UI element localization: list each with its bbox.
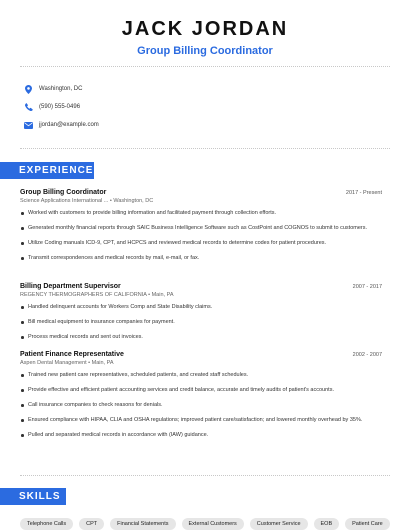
skill-tag: EOB <box>314 518 340 530</box>
email-icon <box>24 121 33 130</box>
skill-tag: Financial Statements <box>110 518 175 530</box>
contact-email <box>24 116 99 134</box>
skills-list <box>20 518 390 530</box>
job-dates: 2002 - 2007 <box>352 352 382 358</box>
list-item: Worked with customers to provide billing information and facilitated payment through collection efforts. <box>20 209 382 217</box>
list-item: Utilize Coding manuals ICD-9, CPT, and HCPCS and reviewed medical records to determine codes for patient procedures. <box>20 239 382 247</box>
candidate-name: JACK JORDAN <box>121 18 289 40</box>
job-company: Science Applications International ... • Washington, DC <box>20 198 154 204</box>
phone-icon <box>24 103 33 112</box>
skill-tag: External Customers <box>182 518 244 530</box>
job-dates: 2007 - 2017 <box>352 284 382 290</box>
skill-tag: CPT <box>79 518 104 530</box>
candidate-title: Group Billing Coordinator <box>137 45 273 57</box>
job-dates: 2017 - Present <box>345 190 382 196</box>
contact-email-text: jjordan@example.com <box>39 122 99 128</box>
list-item: Process medical records and sent out invoices. <box>20 333 382 341</box>
list-item: Ensured compliance with HIPAA, CLIA and OSHA regulations; improved patient care/satisfaction; and lowered monthly overhead by 35%. <box>20 416 382 424</box>
job-entry <box>20 189 382 269</box>
job-title: Group Billing Coordinator <box>20 189 107 196</box>
experience-divider <box>20 475 390 476</box>
job-bullets <box>20 209 382 262</box>
contact-phone-text: (590) 555-0496 <box>39 104 81 110</box>
list-item: Trained new patient care representatives, scheduled patients, and created staff schedules. <box>20 371 382 379</box>
skill-tag: Telephone Calls <box>20 518 73 530</box>
job-company: Aspen Dental Management • Main, PA <box>20 360 114 366</box>
contact-phone <box>24 98 99 116</box>
skills-section-header: SKILLS <box>0 488 66 505</box>
list-item: Call insurance companies to check reasons for denials. <box>20 401 382 409</box>
job-bullets <box>20 371 382 439</box>
job-entry <box>20 351 382 446</box>
location-pin-icon <box>24 85 33 94</box>
skill-tag: Customer Service <box>250 518 308 530</box>
experience-section-header: EXPERIENCE <box>0 162 94 179</box>
job-entry <box>20 283 382 348</box>
job-title: Patient Finance Representative <box>20 351 124 358</box>
job-company: REGENCY THERMOGRAPHERS OF CALIFORNIA • Main, PA <box>20 292 174 298</box>
contact-divider <box>20 148 390 149</box>
resume-header <box>0 0 410 57</box>
list-item: Pulled and separated medical records in accordance with (IAW) guidance. <box>20 431 382 439</box>
list-item: Handled delinquent accounts for Workers Comp and State Disability claims. <box>20 303 382 311</box>
contact-block <box>24 80 99 134</box>
list-item: Generated monthly financial reports through SAIC Business Intelligence Software such as CostPoint and COGNOS to submit to customers. <box>20 224 382 232</box>
job-title: Billing Department Supervisor <box>20 283 121 290</box>
list-item: Bill medical equipment to insurance companies for payment. <box>20 318 382 326</box>
job-bullets <box>20 303 382 341</box>
skill-tag: Patient Care <box>345 518 390 530</box>
list-item: Provide effective and efficient patient accounting services and credit balance, accurate and timely audits of patient's accounts. <box>20 386 382 394</box>
contact-location-text: Washington, DC <box>39 86 83 92</box>
list-item: Transmit correspondences and medical records by mail, e-mail, or fax. <box>20 254 382 262</box>
header-divider <box>20 66 390 67</box>
contact-location <box>24 80 99 98</box>
